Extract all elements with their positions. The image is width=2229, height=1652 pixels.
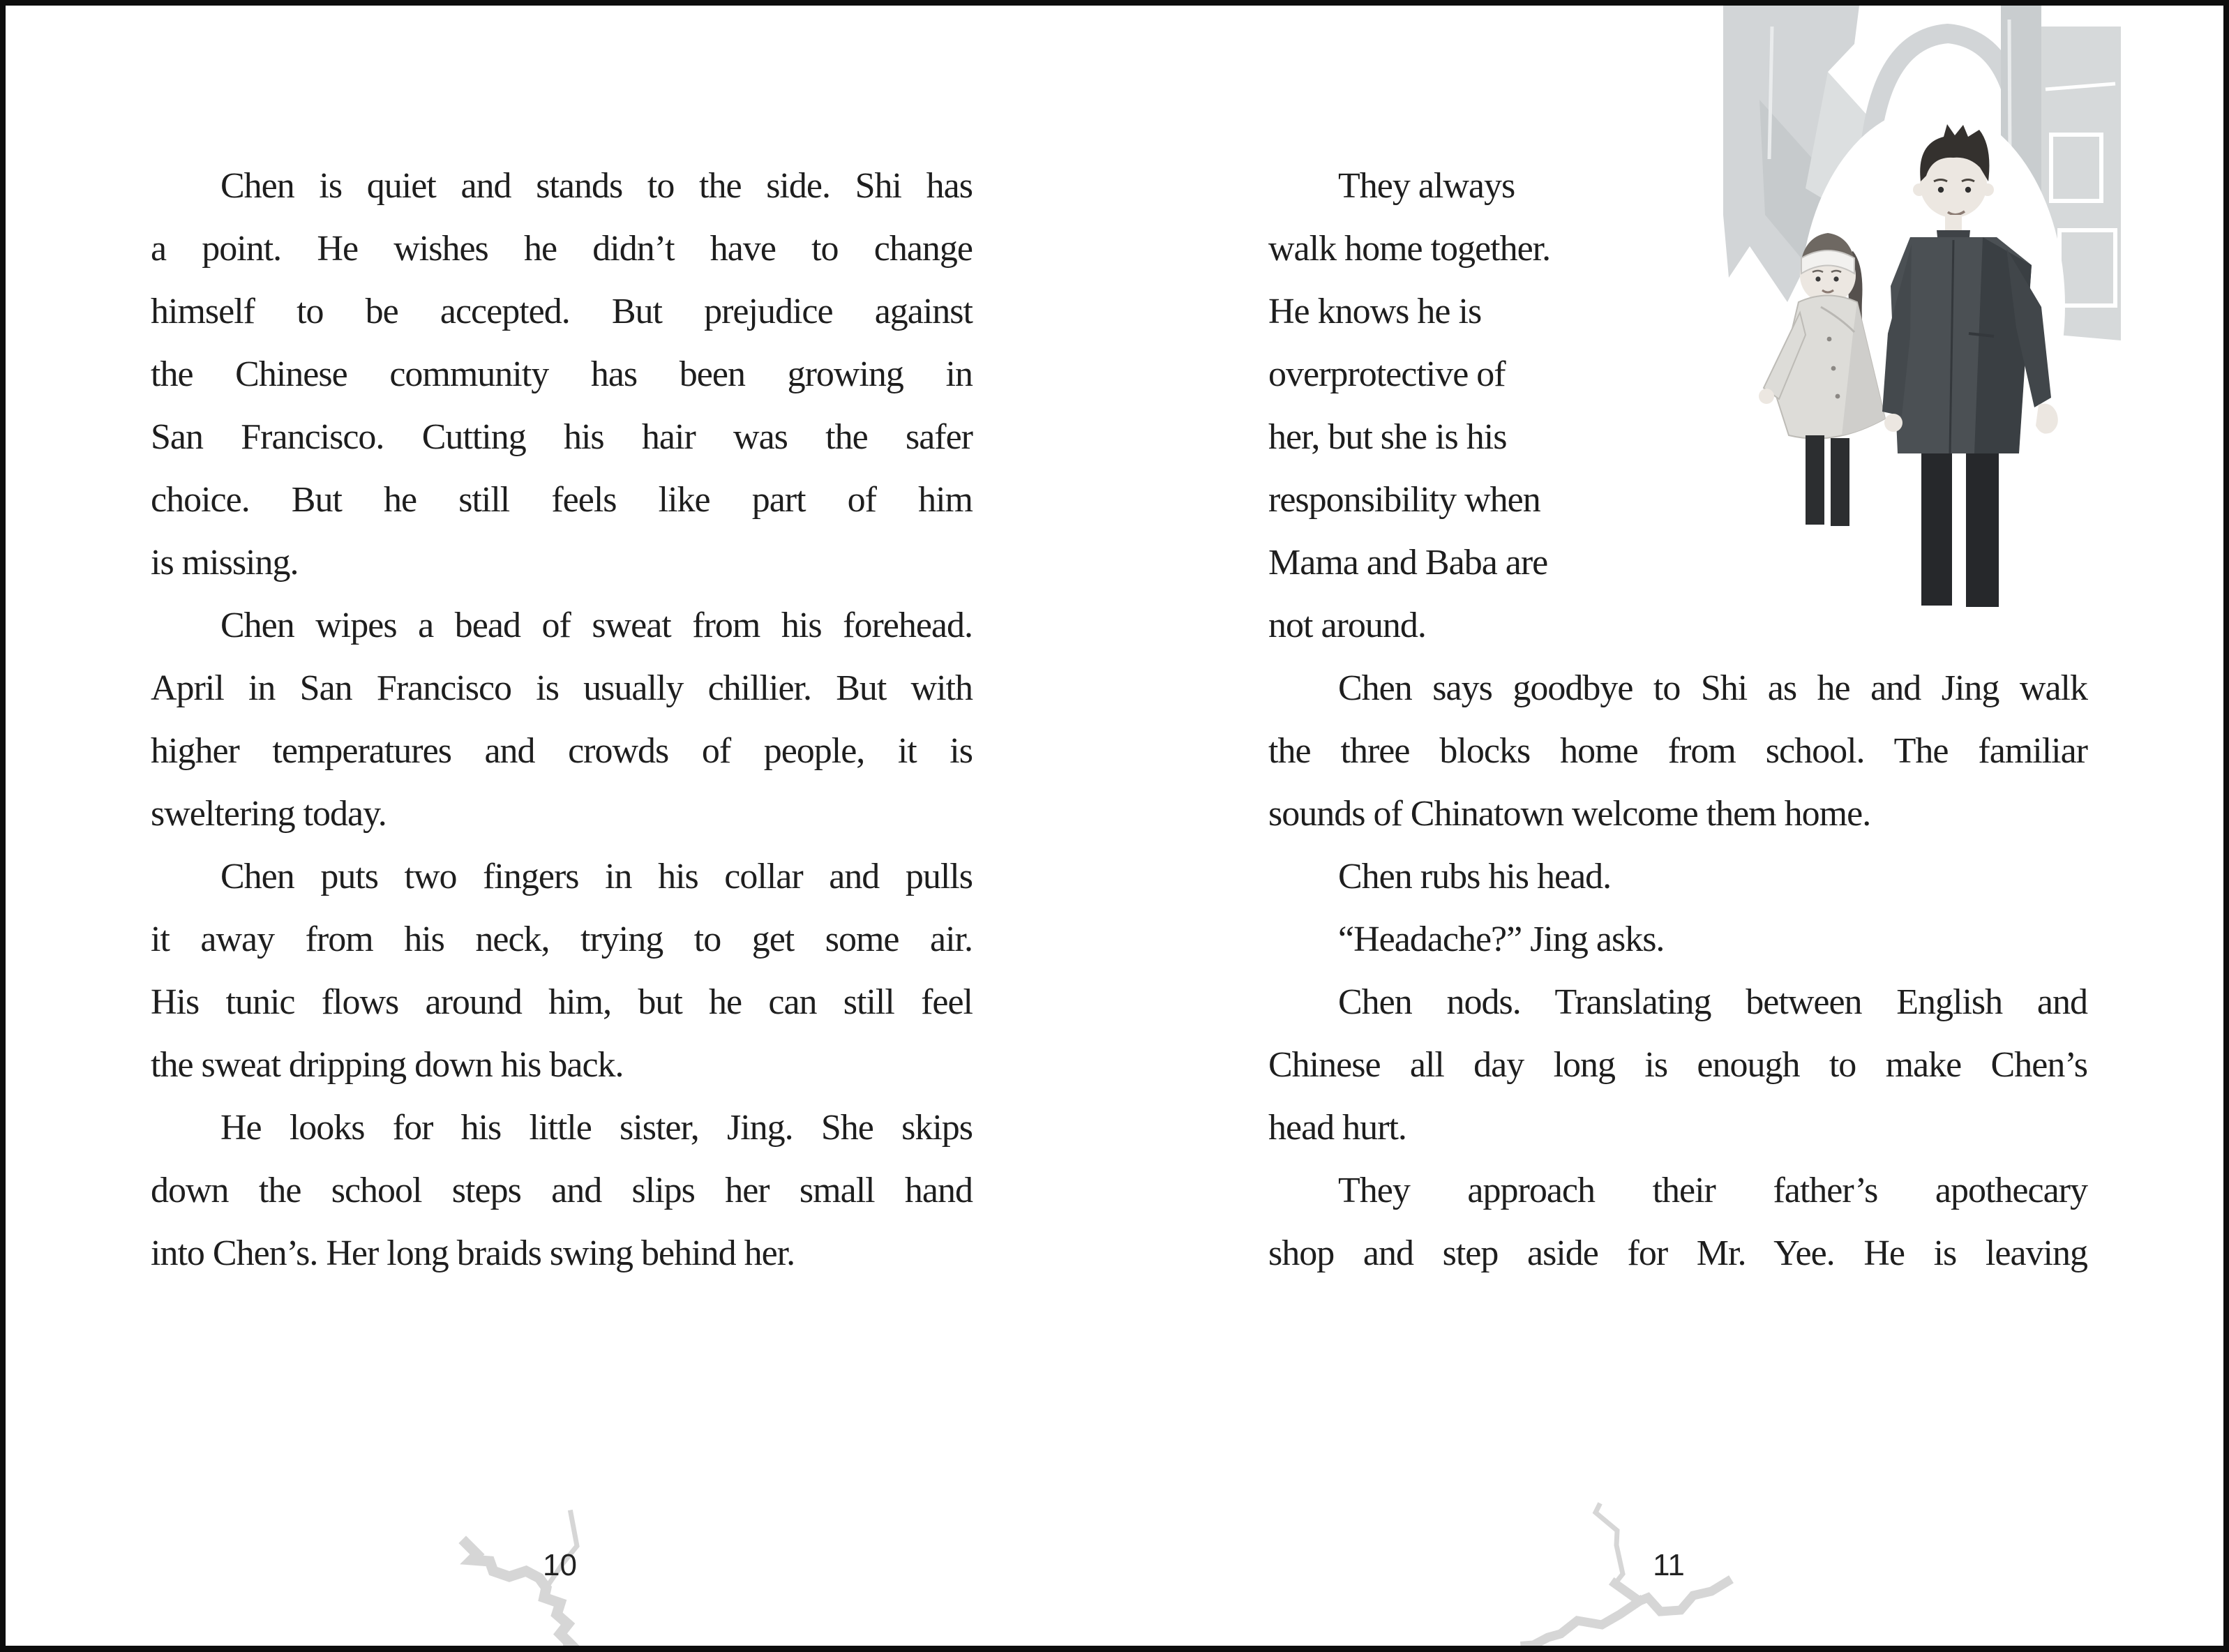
text-line: He looks for his little sister, Jing. She skips [220,1108,973,1148]
text-line: They approach their father’s apothecary [1338,1171,2087,1210]
paragraph [1268,846,2087,908]
paragraph [1268,908,2087,971]
text-line: is missing. [151,543,299,583]
text-line: Chen nods. Translating between English and [1338,982,2087,1022]
paragraph [1268,1159,2087,1285]
text-line: He knows he is [1268,292,1482,331]
text-line: Chen is quiet and stands to the side. Shi has [220,166,973,206]
text-line: head hurt. [1268,1108,1406,1148]
text-line: Chen wipes a bead of sweat from his forehead. [220,606,973,645]
left-page-text [151,155,973,1285]
right-page-text [1268,155,2087,1285]
text-line: the three blocks home from school. The familiar [1268,731,2087,771]
text-line: higher temperatures and crowds of people, it is [151,731,973,771]
text-line: overprotective of [1268,354,1506,394]
paragraph [151,846,973,1097]
paragraph [1268,155,1729,657]
paragraph [1268,657,2087,846]
text-line: walk home together. [1268,229,1551,269]
text-line: April in San Francisco is usually chillier. But with [151,668,973,708]
text-line: Chen rubs his head. [1338,857,1612,896]
text-line: San Francisco. Cutting his hair was the safer [151,417,973,457]
text-line: responsibility when [1268,480,1540,520]
paragraph [151,594,973,846]
text-line: into Chen’s. Her long braids swing behind her. [151,1233,795,1273]
text-line: Chen puts two fingers in his collar and pulls [220,857,973,896]
text-line: not around. [1268,606,1426,645]
paragraph [1268,971,2087,1159]
text-line: sounds of Chinatown welcome them home. [1268,794,1871,834]
text-line: down the school steps and slips her small hand [151,1171,973,1210]
text-line: They always [1338,166,1515,206]
paragraph [151,155,973,594]
text-line: Chen says goodbye to Shi as he and Jing walk [1338,668,2087,708]
text-line: sweltering today. [151,794,386,834]
text-line: the sweat dripping down his back. [151,1045,624,1085]
page-number-right: 11 [1653,1548,1685,1582]
text-line: choice. But he still feels like part of him [151,480,973,520]
text-line: “Headache?” Jing asks. [1338,919,1665,959]
page-number-left: 10 [543,1548,577,1582]
text-line: her, but she is his [1268,417,1507,457]
text-line: shop and step aside for Mr. Yee. He is leaving [1268,1233,2087,1273]
text-line: it away from his neck, trying to get some air. [151,919,973,959]
text-line: a point. He wishes he didn’t have to change [151,229,973,269]
text-line: the Chinese community has been growing in [151,354,973,394]
paragraph [151,1097,973,1285]
text-line: His tunic flows around him, but he can still feel [151,982,973,1022]
text-line: Mama and Baba are [1268,543,1548,583]
text-line: Chinese all day long is enough to make Chen’s [1268,1045,2087,1085]
book-spread [6,6,2223,1646]
text-line: himself to be accepted. But prejudice against [151,292,973,331]
